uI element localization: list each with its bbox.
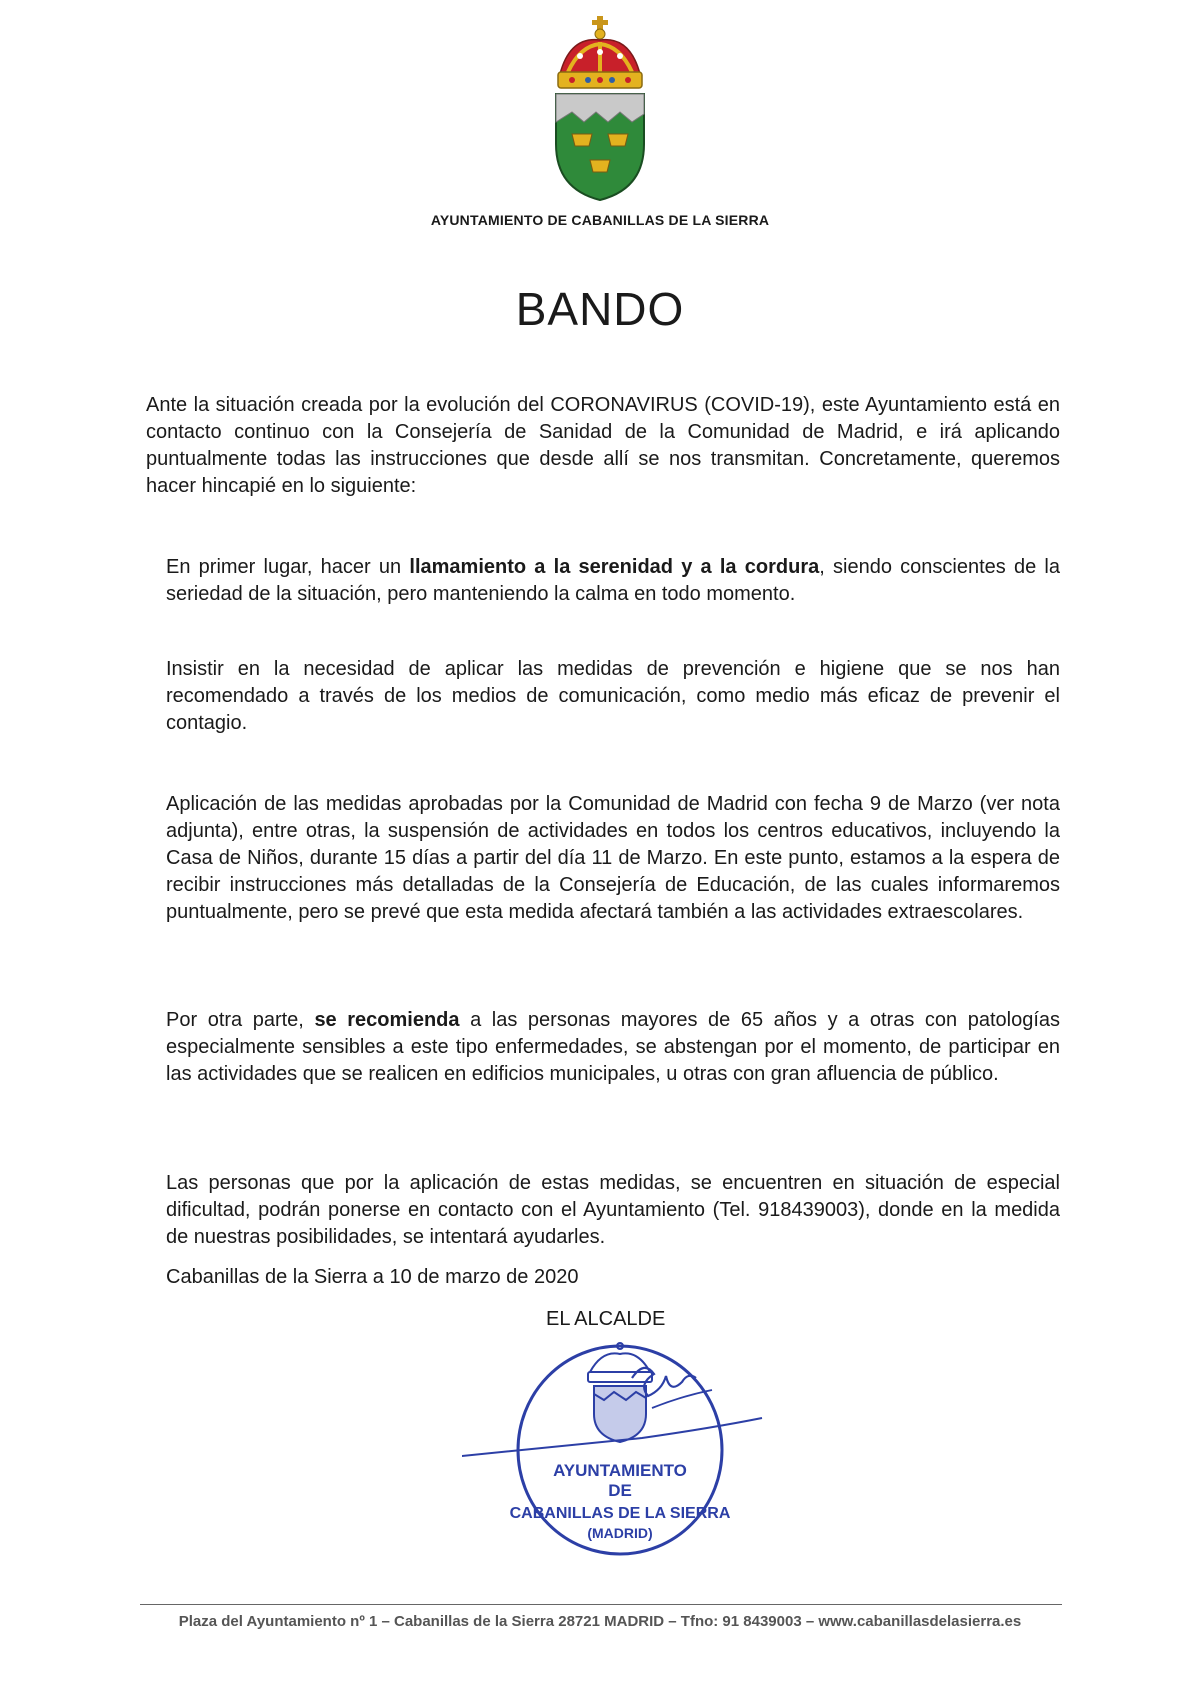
paragraph-text: a las personas mayores de 65 años y a otras con patologías especialmente sensibles a este tipo enfermedades, se abstengan por el momento, de participar en las actividades que se realicen en edificios municipales, u otras con gran afluencia de público. xyxy=(166,1009,1060,1085)
paragraph-text: Por otra parte, xyxy=(166,1009,315,1031)
seal-text-line4: (MADRID) xyxy=(587,1525,653,1541)
paragraph-emphasis: llamamiento a la serenidad y a la cordura xyxy=(409,556,820,578)
intro-paragraph: Ante la situación creada por la evolución del CORONAVIRUS (COVID-19), este Ayuntamiento está en contacto continuo con la Consejería de Sanidad de la Comunidad de Madrid, e irá aplicando puntualmente todas las instrucciones que desde allí se nos transmitan. Concretamente, queremos hacer hincapié en lo siguiente: xyxy=(146,394,1060,497)
paragraph-contact xyxy=(166,1170,1060,1251)
seal-text-line1: AYUNTAMIENTO xyxy=(553,1461,687,1480)
paragraph-text: Insistir en la necesidad de aplicar las medidas de prevención e higiene que se nos han recomendado a través de los medios de comunicación, como medio más eficaz de prevenir el contagio. xyxy=(166,658,1060,734)
coat-of-arms-icon xyxy=(550,14,650,204)
seal-text-line3: CABANILLAS DE LA SIERRA xyxy=(509,1505,731,1522)
paragraph-prevention xyxy=(166,656,1060,737)
paragraph-emphasis: se recomienda xyxy=(314,1009,460,1031)
paragraph-text: En primer lugar, hacer un xyxy=(166,556,410,578)
paragraph-recommendation xyxy=(166,1007,1060,1088)
organization-name: AYUNTAMIENTO DE CABANILLAS DE LA SIERRA xyxy=(430,212,770,228)
paragraph-text: Aplicación de las medidas aprobadas por la Comunidad de Madrid con fecha 9 de Marzo (ver nota adjunta), entre otras, la suspensión de actividades en todos los centros educativos, incluyendo la Casa de Niños, durante 15 días a partir del día 11 de Marzo. En este punto, estamos a la espera de recibir instrucciones más detalladas de la Consejería de Educación, de las cuales informaremos puntualmente, pero se prevé que esta medida afectará también a las actividades extraescolares. xyxy=(166,793,1060,923)
paragraph-text: Las personas que por la aplicación de estas medidas, se encuentren en situación de especial dificultad, podrán ponerse en contacto con el Ayuntamiento (Tel. 918439003), donde en la medida de nuestras posibilidades, se intentará ayudarles. xyxy=(166,1172,1060,1248)
signer-title: EL ALCALDE xyxy=(546,1308,666,1330)
paragraph-measures xyxy=(166,791,1060,926)
paragraph-text: , siendo conscientes de la seriedad de la situación, pero manteniendo la calma en todo momento. xyxy=(166,556,1060,605)
footer-address: Plaza del Ayuntamiento nº 1 – Cabanillas de la Sierra 28721 MADRID – Tfno: 91 8439003 – www.cabanillasdelasierra.es xyxy=(178,1613,1022,1630)
seal-text-line2: DE xyxy=(608,1481,632,1500)
footer-divider xyxy=(140,1604,1062,1605)
paragraph-serenity xyxy=(166,554,1060,608)
municipal-seal-stamp xyxy=(462,1338,782,1568)
document-title: BANDO xyxy=(515,283,685,335)
date-line: Cabanillas de la Sierra a 10 de marzo de 2020 xyxy=(166,1266,579,1288)
